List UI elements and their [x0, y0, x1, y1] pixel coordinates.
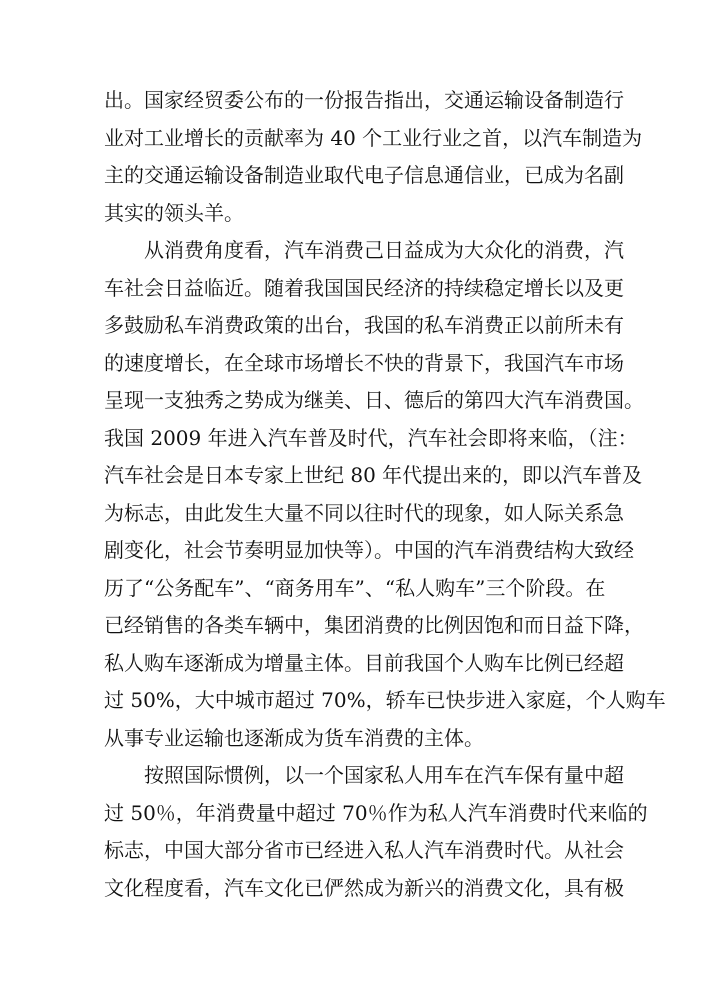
text-line: 汽车社会是日本专家上世纪 80 年代提出来的，即以汽车普及: [104, 463, 643, 487]
text-line: 过 50%，大中城市超过 70%，轿车已快步进入家庭，个人购车: [104, 688, 666, 712]
text-line: 历了“公务配车”、“商务用车”、“私人购车”三个阶段。在: [104, 575, 606, 600]
text-line: 主的交通运输设备制造业取代电子信息通信业，已成为名副: [104, 163, 624, 187]
text-line: 标志，中国大部分省市已经进入私人汽车消费时代。从社会: [104, 838, 624, 862]
text-line: 多鼓励私车消费政策的出台，我国的私车消费正以前所未有: [104, 313, 624, 337]
text-line: 过 50％，年消费量中超过 70％作为私人汽车消费时代来临的: [104, 800, 648, 825]
text-line: 从事专业运输也逐渐成为货车消费的主体。: [104, 725, 484, 750]
text-line: 文化程度看，汽车文化已俨然成为新兴的消费文化，具有极: [104, 875, 624, 900]
text-line: 其实的领头羊。: [104, 200, 244, 225]
text-line: 出。国家经贸委公布的一份报告指出，交通运输设备制造行: [104, 88, 624, 112]
text-line: 车社会日益临近。随着我国国民经济的持续稳定增长以及更: [104, 275, 624, 300]
text-line: 为标志，由此发生大量不同以往时代的现象，如人际关系急: [104, 500, 624, 525]
text-line: 私人购车逐渐成为增量主体。目前我国个人购车比例已经超: [104, 650, 624, 675]
paragraph: [104, 82, 643, 232]
text-line: 业对工业增长的贡献率为 40 个工业行业之首，以汽车制造为: [104, 125, 643, 150]
text-line: 已经销售的各类车辆中，集团消费的比例因饱和而日益下降，: [104, 613, 644, 637]
paragraph: [104, 232, 666, 757]
paragraph: [104, 757, 648, 907]
text-line: 呈现一支独秀之势成为继美、日、德后的第四大汽车消费国。: [104, 388, 644, 412]
text-line: 我国 2009 年进入汽车普及时代，汽车社会即将来临，（注：: [104, 425, 638, 450]
text-line: 按照国际惯例，以一个国家私人用车在汽车保有量中超: [144, 763, 624, 787]
text-line: 的速度增长，在全球市场增长不快的背景下，我国汽车市场: [104, 350, 624, 375]
text-line: 从消费角度看，汽车消费己日益成为大众化的消费，汽: [144, 238, 624, 262]
text-line: 剧变化，社会节奏明显加快等）。中国的汽车消费结构大致经: [104, 538, 634, 562]
body-text: [104, 82, 666, 907]
